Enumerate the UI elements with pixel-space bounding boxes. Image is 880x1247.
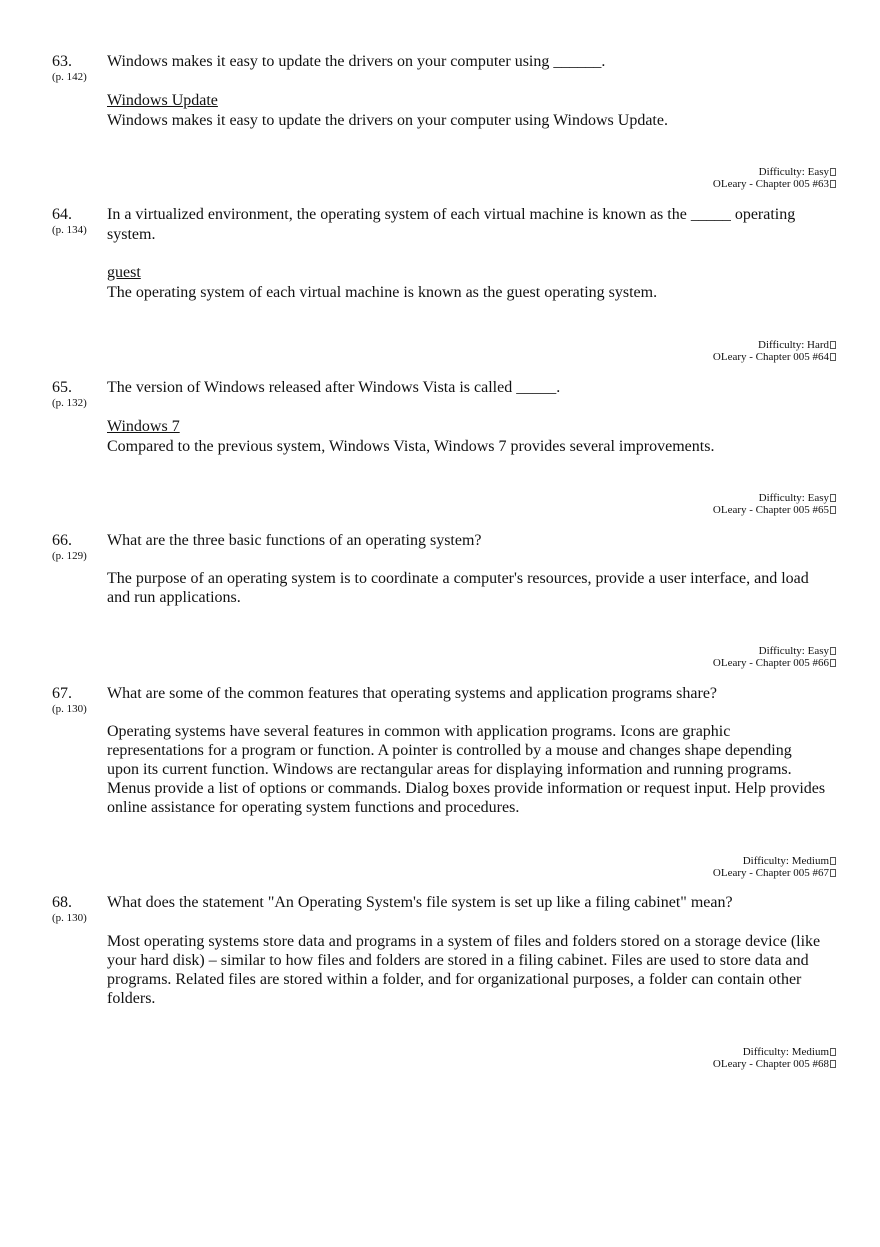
difficulty-label: Difficulty: Medium xyxy=(742,855,829,867)
page-reference: (p. 129) xyxy=(52,550,87,562)
source-label: OLeary - Chapter 005 #68 xyxy=(712,1058,829,1070)
answer-explanation: The operating system of each virtual machine is known as the guest operating system. xyxy=(107,284,658,301)
difficulty-label: Difficulty: Easy xyxy=(758,166,829,178)
answer-key: guest xyxy=(107,264,141,281)
checkbox-glyph-icon xyxy=(830,168,836,176)
answer-explanation: Compared to the previous system, Windows Vista, Windows 7 provides several improvements. xyxy=(107,438,715,455)
difficulty-label: Difficulty: Easy xyxy=(758,492,829,504)
question-number: 65. xyxy=(52,379,72,396)
answer-block xyxy=(107,91,827,130)
checkbox-glyph-icon xyxy=(830,659,836,667)
checkbox-glyph-icon xyxy=(830,353,836,361)
question-number: 63. xyxy=(52,53,72,70)
answer-block xyxy=(107,569,827,607)
question-number: 67. xyxy=(52,685,72,702)
source-label: OLeary - Chapter 005 #64 xyxy=(712,351,829,363)
page-reference: (p. 142) xyxy=(52,71,87,83)
checkbox-glyph-icon xyxy=(830,647,836,655)
checkbox-glyph-icon xyxy=(830,341,836,349)
checkbox-glyph-icon xyxy=(830,1048,836,1056)
answer-block xyxy=(107,417,827,456)
question-meta xyxy=(713,492,836,516)
checkbox-glyph-icon xyxy=(830,494,836,502)
checkbox-glyph-icon xyxy=(830,180,836,188)
page-reference: (p. 134) xyxy=(52,224,87,236)
source-label: OLeary - Chapter 005 #63 xyxy=(712,178,829,190)
answer-key: Windows 7 xyxy=(107,418,180,435)
question-text: The version of Windows released after Windows Vista is called _____. xyxy=(107,379,561,396)
answer-explanation: Most operating systems store data and programs in a system of files and folders stored on a storage device (like your hard disk) – similar to how files and folders are stored in a filing cabinet. Files are used to store data and programs. Related files are stored within a folder, and for organizational purposes, a folder can contain other folders. xyxy=(107,933,821,1007)
question-meta xyxy=(713,1046,836,1070)
page-reference: (p. 130) xyxy=(52,912,87,924)
checkbox-glyph-icon xyxy=(830,857,836,865)
question-text: What are the three basic functions of an operating system? xyxy=(107,532,482,549)
question-number: 68. xyxy=(52,894,72,911)
answer-explanation: Operating systems have several features in common with application programs. Icons are graphic representations for a program or function. A pointer is controlled by a mouse and changes shape depending upon its current function. Windows are rectangular areas for displaying information and running programs. Menus provide a list of options or commands. Dialog boxes provide information or request input. Help provides online assistance for operating system functions and procedures. xyxy=(107,723,826,816)
source-label: OLeary - Chapter 005 #67 xyxy=(712,867,829,879)
source-label: OLeary - Chapter 005 #65 xyxy=(712,504,829,516)
question-number: 64. xyxy=(52,206,72,223)
difficulty-label: Difficulty: Easy xyxy=(758,645,829,657)
question-text: What are some of the common features that operating systems and application programs share? xyxy=(107,685,718,702)
answer-block xyxy=(107,932,827,1008)
answer-key: Windows Update xyxy=(107,92,218,109)
page-reference: (p. 132) xyxy=(52,397,87,409)
page-reference: (p. 130) xyxy=(52,703,87,715)
difficulty-label: Difficulty: Hard xyxy=(758,339,829,351)
checkbox-glyph-icon xyxy=(830,1060,836,1068)
question-meta xyxy=(713,166,836,190)
question-number: 66. xyxy=(52,532,72,549)
answer-block xyxy=(107,263,827,302)
question-meta xyxy=(713,855,836,879)
answer-block xyxy=(107,722,827,817)
question-text: What does the statement "An Operating System's file system is set up like a filing cabinet" mean? xyxy=(107,894,733,911)
checkbox-glyph-icon xyxy=(830,869,836,877)
source-label: OLeary - Chapter 005 #66 xyxy=(712,657,829,669)
answer-explanation: The purpose of an operating system is to coordinate a computer's resources, provide a user interface, and load and run applications. xyxy=(107,570,809,606)
question-meta xyxy=(713,645,836,669)
checkbox-glyph-icon xyxy=(830,506,836,514)
difficulty-label: Difficulty: Medium xyxy=(742,1046,829,1058)
question-text: In a virtualized environment, the operating system of each virtual machine is known as the _____ operating system. xyxy=(107,206,796,243)
question-text: Windows makes it easy to update the drivers on your computer using ______. xyxy=(107,53,606,70)
question-meta xyxy=(713,339,836,363)
answer-explanation: Windows makes it easy to update the drivers on your computer using Windows Update. xyxy=(107,112,668,129)
